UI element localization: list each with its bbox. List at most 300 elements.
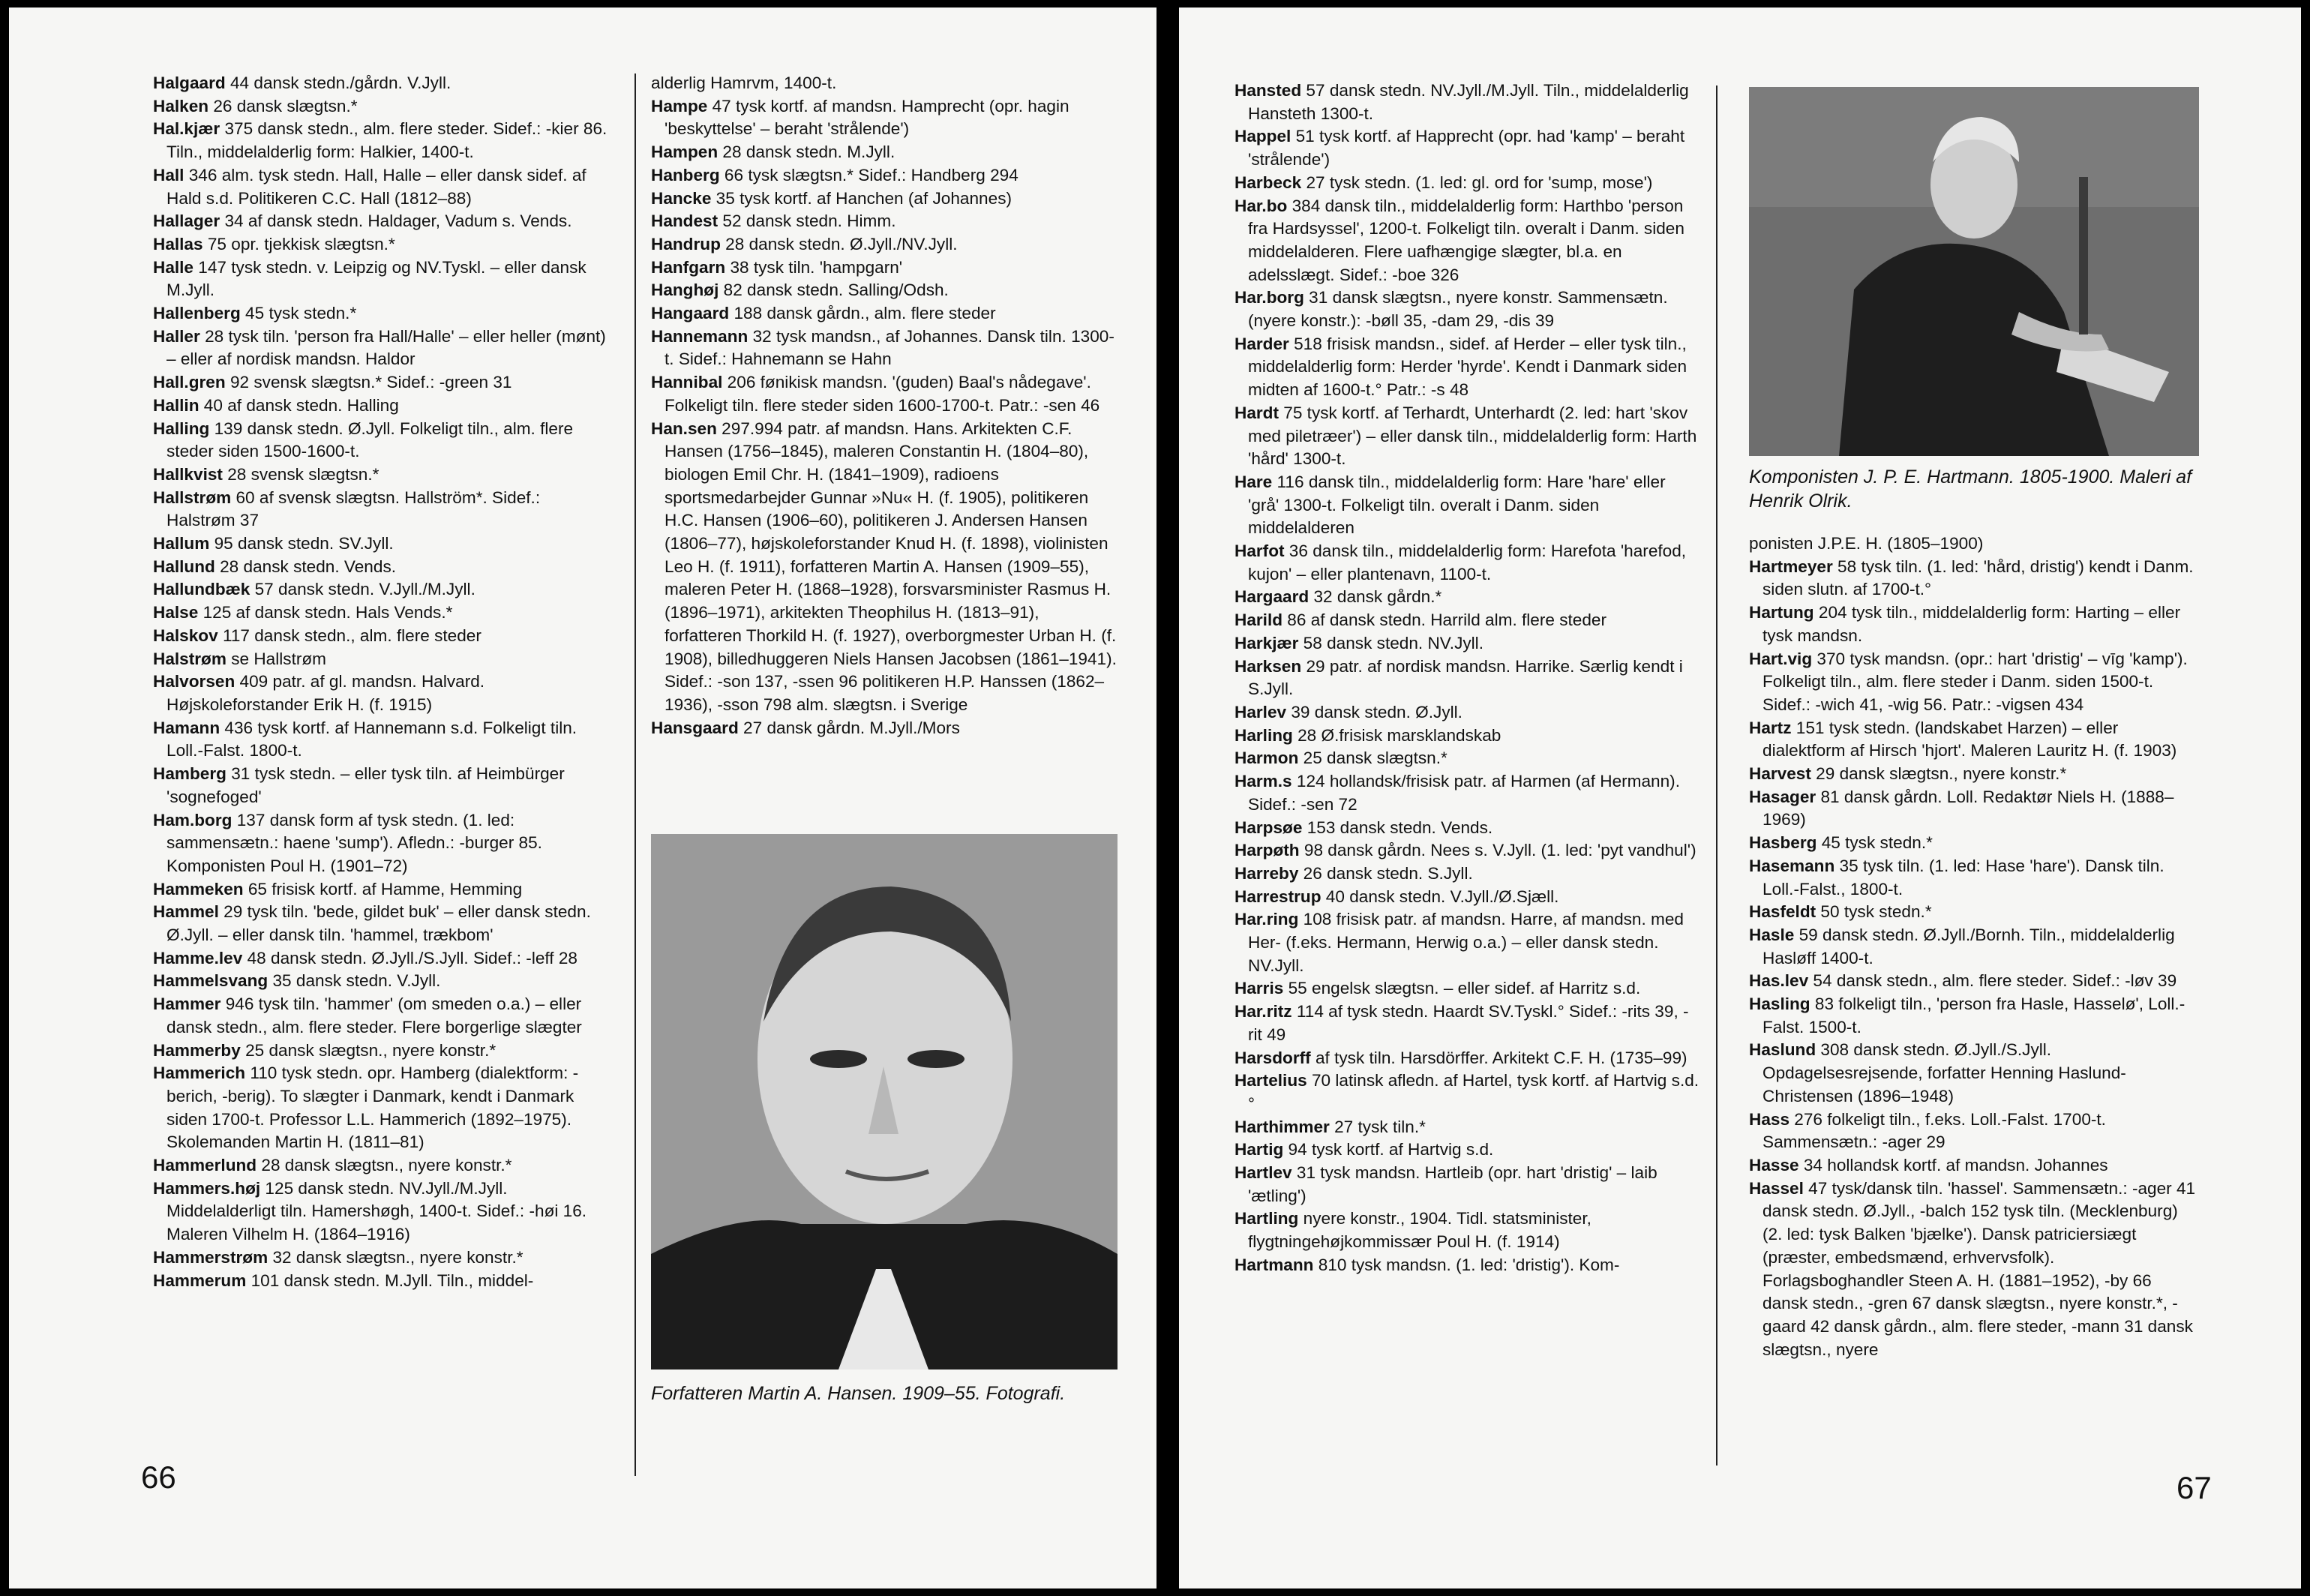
entry-text: 28 svensk slægtsn.*: [222, 464, 380, 484]
entry-headword: Hasfeldt: [1749, 902, 1816, 922]
entry-text: 60 af svensk slægtsn. Hallström*. Sidef.: Halstrøm 37: [166, 488, 541, 530]
entry-headword: Har.bo: [1234, 196, 1288, 215]
dictionary-entry: [1749, 602, 2199, 647]
dictionary-entry: [153, 625, 612, 648]
dictionary-entry: [153, 394, 612, 418]
entry-headword: Harling: [1234, 725, 1293, 745]
dictionary-entry: [1234, 125, 1701, 171]
entry-headword: Harpsøe: [1234, 818, 1303, 837]
dictionary-entry: [1234, 1208, 1701, 1253]
entry-text: 35 dansk stedn. V.Jyll.: [268, 971, 441, 991]
dictionary-entry: [1234, 1070, 1701, 1115]
right-page: [1179, 8, 2301, 1588]
dictionary-entry: [153, 878, 612, 902]
dictionary-entry: [651, 233, 1118, 256]
entry-text: 25 dansk slægtsn.*: [1298, 748, 1448, 768]
entry-text: 81 dansk gårdn. Loll. Redaktør Niels H. (1888–1969): [1762, 787, 2174, 830]
entry-headword: Has.lev: [1749, 971, 1809, 991]
entry-headword: Hansgaard: [651, 718, 739, 737]
left-column-2: [651, 72, 1118, 740]
entry-text: 40 af dansk stedn. Halling: [199, 395, 399, 415]
entry-text: 297.994 patr. af mandsn. Hans. Arkitekten C.F. Hansen (1756–1845), maleren Constantin H. (1804–80), biologen Emil Chr. H. (1841–1909), radioens sportsmedarbejder Gunnar »Nu« H. (f. 1905), politikeren H.C. Hansen (1906–60), politikeren J. Andersen Hansen (1806–77), højskoleforstander Knud H. (f. 1898), violinisten Leo H. (f. 1911), forfatteren Martin A. Hansen (1909–55), maleren Peter H. (1868–1928), forsvarsminister Rasmus H. (1896–1971), arkitekten Theophilus H. (1813–91), forfatteren Thorkild H. (f. 1927), overborgmester Urban H. (f. 1908), billedhuggeren Niels Hansen Jacobsen (1861–1941). Sidef.: -son 137, -ssen 96 politikeren H.P. Hanssen (1862–1936), -sson 798 alm. slægtsn. i Sverige: [664, 418, 1117, 714]
entry-headword: Hanfgarn: [651, 257, 726, 277]
entry-text: 28 Ø.frisisk marsklandskab: [1292, 725, 1502, 745]
dictionary-entry: [1749, 1154, 2199, 1178]
entry-text: 47 tysk/dansk tiln. 'hassel'. Sammensætn.: -ager 41 dansk stedn. Ø.Jyll., -balch 152 tysk tiln. (Mecklenburg) (2. led: tysk Balken 'bjælke'). Dansk patriciersiægt (præster, embedsmænd, erhvervsfolk). Forlagsboghandler Steen A. H. (1881–1952), -by 66 dansk stedn., -gren 67 dansk slægtsn., nyere konstr.*, -gaard 42 dansk gårdn., alm. flere steder, -mann 31 dansk slægtsn., nyere: [1762, 1178, 2196, 1359]
entry-text: 50 tysk stedn.*: [1816, 902, 1932, 922]
entry-headword: Hammerby: [153, 1040, 241, 1060]
entry-text: 75 opr. tjekkisk slægtsn.*: [202, 234, 395, 254]
portrait-painting: [1749, 87, 2199, 456]
dictionary-entry: [153, 1246, 612, 1270]
entry-headword: Harder: [1234, 334, 1289, 353]
entry-text: 124 hollandsk/frisisk patr. af Harmen (af Hermann). Sidef.: -sen 72: [1248, 772, 1680, 814]
dictionary-entry: [1234, 172, 1701, 195]
entry-headword: Hammerich: [153, 1064, 246, 1083]
dictionary-entry: [1749, 924, 2199, 970]
entry-headword: Hallas: [153, 234, 203, 254]
entry-text: 47 tysk kortf. af mandsn. Hamprecht (opr. hagin 'beskyttelse' – beraht 'strålende'): [664, 96, 1070, 139]
dictionary-entry: [651, 717, 1118, 740]
dictionary-entry: [1234, 586, 1701, 609]
right-column-2: [1749, 532, 2199, 1361]
entry-text: 346 alm. tysk stedn. Hall, Halle – eller dansk sidef. af Hald s.d. Politikeren C.C. Hall (1812–88): [166, 165, 586, 208]
entry-text: 204 tysk tiln., middelalderlig form: Harting – eller tysk mandsn.: [1762, 603, 2181, 645]
entry-text: 308 dansk stedn. Ø.Jyll./S.Jyll. Opdagelsesrejsende, forfatter Henning Haslund-Christensen (1896–1948): [1762, 1040, 2126, 1106]
entry-headword: Harksen: [1234, 656, 1302, 676]
entry-headword: Hannibal: [651, 373, 723, 392]
entry-headword: Hallund: [153, 556, 215, 576]
dictionary-entry: [1234, 333, 1701, 402]
entry-headword: Hallstrøm: [153, 488, 232, 507]
entry-text: 125 af dansk stedn. Hals Vends.*: [198, 603, 453, 622]
entry-headword: Hamberg: [153, 764, 226, 784]
entry-text: 45 tysk stedn.*: [240, 304, 357, 323]
dictionary-entry: [153, 670, 612, 716]
entry-text: 153 dansk stedn. Vends.: [1302, 818, 1493, 837]
entry-text: 44 dansk stedn./gårdn. V.Jyll.: [225, 74, 452, 92]
entry-text: 34 hollandsk kortf. af mandsn. Johannes: [1798, 1155, 2108, 1174]
entry-headword: Hare: [1234, 472, 1273, 491]
entry-text: 55 engelsk slægtsn. – eller sidef. af Harritz s.d.: [1283, 979, 1641, 998]
dictionary-entry: [1749, 763, 2199, 786]
dictionary-entry: [1749, 832, 2199, 855]
entry-text: 370 tysk mandsn. (opr.: hart 'dristig' – vīg 'kamp'). Folkeligt tiln., alm. flere steder i Danm. siden 1500-t. Sidef.: -wich 41, -wig 56. Patr.: -vigsen 434: [1762, 649, 2188, 714]
entry-text: 35 tysk tiln. (1. led: Hase 'hare'). Dansk tiln. Loll.-Falst., 1800-t.: [1762, 856, 2164, 898]
entry-text: 58 dansk stedn. NV.Jyll.: [1298, 633, 1484, 652]
dictionary-entry: [1234, 609, 1701, 632]
entry-text: 139 dansk stedn. Ø.Jyll. Folkeligt tiln., alm. flere steder siden 1500-1600-t.: [166, 418, 574, 461]
entry-text: 101 dansk stedn. M.Jyll. Tiln., middel-: [246, 1270, 534, 1290]
entry-text: 58 tysk tiln. (1. led: 'hård, dristig') kendt i Danm. siden slutn. af 1700-t.°: [1762, 556, 2194, 599]
entry-headword: Hartmeyer: [1749, 556, 1833, 576]
entry-text: 518 frisisk mandsn., sidef. af Herder – eller tysk tiln., middelalderlig form: Herder 'hyrde'. Kendt i Danmark siden midten af 1600-t.° Patr.: -s 48: [1248, 334, 1688, 400]
dictionary-entry: [1234, 886, 1701, 909]
dictionary-entry: [1234, 701, 1701, 724]
entry-text: 34 af dansk stedn. Haldager, Vadum s. Vends.: [220, 212, 572, 231]
dictionary-entry: [153, 418, 612, 464]
entry-text: 94 tysk kortf. af Hartvig s.d.: [1283, 1140, 1494, 1160]
entry-text: 810 tysk mandsn. (1. led: 'dristig'). Kom-: [1313, 1255, 1620, 1274]
entry-headword: Hangaard: [651, 304, 730, 323]
entry-text: 188 dansk gårdn., alm. flere steder: [729, 304, 996, 323]
dictionary-entry: [1749, 1108, 2199, 1154]
entry-headword: Handest: [651, 212, 718, 231]
entry-headword: Hartmann: [1234, 1255, 1314, 1274]
entry-text: 29 dansk slægtsn., nyere konstr.*: [1810, 764, 2067, 784]
entry-text: 409 patr. af gl. mandsn. Halvard. Højskoleforstander Erik H. (f. 1915): [166, 672, 485, 714]
dictionary-entry: [1234, 908, 1701, 977]
entry-text: 375 dansk stedn., alm. flere steder. Sidef.: -kier 86. Tiln., middelalderlig form: Halkier, 1400-t.: [166, 119, 608, 162]
entry-text: 66 tysk slægtsn.* Sidef.: Handberg 294: [719, 165, 1018, 184]
dictionary-entry: [1749, 1178, 2199, 1362]
entry-headword: Happel: [1234, 127, 1292, 146]
entry-headword: Harmon: [1234, 748, 1299, 768]
entry-headword: Halse: [153, 603, 199, 622]
entry-text: 48 dansk stedn. Ø.Jyll./S.Jyll. Sidef.: -leff 28: [242, 948, 578, 968]
dictionary-entry: [651, 302, 1118, 326]
entry-text: 32 tysk mandsn., af Johannes. Dansk tiln. 1300-t. Sidef.: Hahnemann se Hahn: [664, 326, 1114, 369]
entry-headword: Harsdorff: [1234, 1048, 1311, 1067]
entry-text: 98 dansk gårdn. Nees s. V.Jyll. (1. led: 'pyt vandhul'): [1299, 841, 1696, 860]
entry-headword: Harfot: [1234, 542, 1285, 561]
entry-text: 26 dansk stedn. S.Jyll.: [1298, 863, 1473, 883]
dictionary-entry: [1234, 1138, 1701, 1162]
entry-headword: Hammer: [153, 994, 221, 1014]
entry-headword: Har.ritz: [1234, 1002, 1292, 1022]
entry-text: 40 dansk stedn. V.Jyll./Ø.Sjæll.: [1321, 886, 1559, 906]
entry-headword: Hammeken: [153, 879, 244, 898]
entry-text: 70 latinsk afledn. af Hartel, tysk kortf. af Hartvig s.d.°: [1248, 1071, 1700, 1113]
dictionary-entry: [1749, 901, 2199, 924]
dictionary-entry: [153, 210, 612, 233]
entry-headword: Han.sen: [651, 418, 717, 438]
entry-headword: Hall.gren: [153, 373, 226, 392]
entry-text: 52 dansk stedn. Himm.: [718, 212, 896, 231]
entry-headword: Halle: [153, 257, 194, 277]
entry-headword: Harpøth: [1234, 841, 1300, 860]
entry-text: se Hallstrøm: [226, 649, 326, 668]
entry-text: alderlig Hamrvm, 1400-t.: [651, 74, 837, 92]
entry-text: 39 dansk stedn. Ø.Jyll.: [1286, 702, 1462, 722]
dictionary-entry: [1234, 1000, 1701, 1046]
entry-headword: Halgaard: [153, 74, 226, 92]
entry-text: 110 tysk stedn. opr. Hamberg (dialektform: -berich, -berig). To slægter i Danmark, kendt i Danmark siden 1700-t. Professor L.L. Hammerich (1892–1975). Skolemanden Martin H. (1811–81): [166, 1064, 579, 1152]
dictionary-entry: [1749, 855, 2199, 901]
entry-headword: Hartelius: [1234, 1071, 1307, 1090]
dictionary-entry: [1234, 402, 1701, 471]
entry-headword: Hallkvist: [153, 464, 223, 484]
entry-text: 26 dansk slægtsn.*: [208, 96, 358, 116]
author-photo: [651, 834, 1118, 1370]
dictionary-entry: [1234, 80, 1701, 125]
entry-headword: Hasling: [1749, 994, 1810, 1014]
entry-headword: Hasemann: [1749, 856, 1835, 875]
entry-headword: Hancke: [651, 188, 712, 208]
page-number: 67: [2176, 1470, 2212, 1505]
entry-text: 28 tysk tiln. 'person fra Hall/Halle' – eller heller (mønt) – eller af nordisk mandsn. Haldor: [166, 326, 606, 369]
entry-headword: Hallum: [153, 534, 210, 554]
dictionary-entry: [153, 1178, 612, 1246]
dictionary-entry: [1749, 970, 2199, 993]
dictionary-entry: [651, 210, 1118, 233]
entry-text: 92 svensk slægtsn.* Sidef.: -green 31: [225, 373, 512, 392]
entry-headword: Halling: [153, 418, 210, 438]
entry-text: 54 dansk stedn., alm. flere steder. Sidef.: -løv 39: [1808, 971, 2177, 991]
dictionary-entry: [1234, 747, 1701, 770]
entry-headword: Har.ring: [1234, 910, 1299, 929]
entry-headword: Haller: [153, 326, 200, 346]
entry-text: 125 dansk stedn. NV.Jyll./M.Jyll. Middelalderligt tiln. Hamershøgh, 1400-t. Sidef.: -høi 16. Maleren Vilhelm H. (1864–1916): [166, 1178, 587, 1244]
dictionary-entry: [1234, 724, 1701, 748]
dictionary-entry: [651, 371, 1118, 417]
entry-headword: Hasle: [1749, 925, 1795, 944]
dictionary-entry: [153, 993, 612, 1039]
entry-headword: Harrestrup: [1234, 886, 1322, 906]
left-column-1: [153, 72, 612, 1292]
dictionary-entry: [651, 164, 1118, 188]
entry-headword: Hasager: [1749, 787, 1816, 806]
dictionary-entry: [153, 233, 612, 256]
entry-text: 276 folkeligt tiln., f.eks. Loll.-Falst. 1700-t. Sammensætn.: -ager 29: [1762, 1109, 2106, 1152]
page-number: 66: [141, 1460, 176, 1495]
dictionary-entry: [153, 532, 612, 556]
entry-text: 28 dansk stedn. Ø.Jyll./NV.Jyll.: [720, 234, 958, 254]
dictionary-entry: [153, 118, 612, 164]
entry-text: 27 tysk stedn. (1. led: gl. ord for 'sump, mose'): [1301, 172, 1653, 192]
dictionary-entry: [1234, 817, 1701, 840]
entry-text: 27 tysk tiln.*: [1329, 1117, 1426, 1136]
entry-headword: Hampen: [651, 142, 718, 162]
entry-headword: Hart.vig: [1749, 649, 1813, 668]
column-divider: [1716, 86, 1718, 1466]
entry-headword: Hanghøj: [651, 280, 719, 300]
entry-headword: Haslund: [1749, 1040, 1816, 1060]
entry-headword: Hammerlund: [153, 1156, 257, 1175]
dictionary-entry: [153, 464, 612, 487]
entry-headword: Hannemann: [651, 326, 748, 346]
entry-text: 108 frisisk patr. af mandsn. Harre, af mandsn. med Her- (f.eks. Hermann, Herwig o.a.) – eller dansk stedn. NV.Jyll.: [1248, 910, 1684, 975]
portrait-caption: Komponisten J. P. E. Hartmann. 1805-1900. Maleri af Henrik Olrik.: [1749, 466, 2192, 512]
entry-headword: Hallundbæk: [153, 580, 250, 599]
entry-headword: Har.borg: [1234, 288, 1304, 308]
entry-text: 206 fønikisk mandsn. '(guden) Baal's nådegave'. Folkeligt tiln. flere steder siden 1600-1700-t. Patr.: -sen 46: [664, 373, 1100, 415]
photo-caption: Forfatteren Martin A. Hansen. 1909–55. Fotografi.: [651, 1383, 1066, 1404]
entry-text: 57 dansk stedn. V.Jyll./M.Jyll.: [250, 580, 476, 599]
entry-text: 32 dansk slægtsn., nyere konstr.*: [268, 1247, 524, 1267]
dictionary-entry: [1234, 195, 1701, 287]
dictionary-entry: [1234, 1162, 1701, 1208]
dictionary-entry: [651, 188, 1118, 211]
dictionary-entry: [153, 602, 612, 625]
entry-text: 31 tysk mandsn. Hartleib (opr. hart 'dristig' – laib 'ætling'): [1248, 1163, 1658, 1205]
dictionary-entry: [1234, 1047, 1701, 1070]
entry-text: 59 dansk stedn. Ø.Jyll./Bornh. Tiln., middelalderlig Hasløff 1400-t.: [1762, 925, 2175, 968]
entry-text: 82 dansk stedn. Salling/Odsh.: [718, 280, 949, 300]
entry-headword: Hall: [153, 165, 184, 184]
dictionary-entry: [153, 648, 612, 671]
dictionary-entry: [153, 717, 612, 763]
entry-headword: Halstrøm: [153, 649, 226, 668]
entry-text: 28 dansk slægtsn., nyere konstr.*: [256, 1156, 512, 1175]
dictionary-entry: [1234, 471, 1701, 540]
dictionary-entry: [153, 1040, 612, 1063]
entry-headword: Hallager: [153, 212, 220, 231]
dictionary-entry: [153, 947, 612, 970]
dictionary-entry: [153, 164, 612, 210]
dictionary-entry: [651, 418, 1118, 717]
entry-headword: Hartung: [1749, 603, 1814, 622]
dictionary-entry: [153, 556, 612, 579]
entry-headword: Hal.kjær: [153, 119, 220, 139]
dictionary-entry: [153, 901, 612, 946]
dictionary-entry: [1234, 632, 1701, 656]
entry-text: 116 dansk tiln., middelalderlig form: Hare 'hare' eller 'grå' 1300-t. Folkeligt tiln. overalt i Danm. siden middelalderen: [1248, 472, 1666, 538]
dictionary-entry: [153, 1062, 612, 1154]
dictionary-entry: [1234, 862, 1701, 886]
entry-text: 86 af dansk stedn. Harrild alm. flere steder: [1282, 610, 1607, 630]
entry-text: af tysk tiln. Harsdörffer. Arkitekt C.F. H. (1735–99): [1310, 1048, 1688, 1067]
entry-headword: Harbeck: [1234, 172, 1302, 192]
entry-text: 29 tysk tiln. 'bede, gildet buk' – eller dansk stedn. Ø.Jyll. – eller dansk tiln. 'hammel, trækbom': [166, 902, 591, 945]
entry-text: 151 tysk stedn. (landskabet Harzen) – eller dialektform af Hirsch 'hjort'. Maleren Lauritz H. (f. 1903): [1762, 718, 2177, 760]
entry-headword: Hargaard: [1234, 587, 1310, 607]
entry-text: 29 patr. af nordisk mandsn. Harrike. Særlig kendt i S.Jyll.: [1248, 656, 1683, 699]
entry-headword: Hass: [1749, 1109, 1790, 1129]
entry-headword: Hampe: [651, 96, 708, 116]
entry-headword: Hardt: [1234, 403, 1279, 422]
entry-headword: Harm.s: [1234, 772, 1292, 791]
entry-headword: Ham.borg: [153, 810, 232, 830]
entry-text: 51 tysk kortf. af Happrecht (opr. had 'kamp' – beraht 'strålende'): [1248, 127, 1685, 170]
entry-headword: Hamann: [153, 718, 220, 737]
dictionary-entry: [153, 95, 612, 118]
dictionary-entry: [153, 256, 612, 302]
dictionary-entry: [153, 302, 612, 326]
dictionary-entry: [153, 1154, 612, 1178]
entry-text: 946 tysk tiln. 'hammer' (om smeden o.a.) – eller dansk stedn., alm. flere steder. Flere borgerlige slægter: [166, 994, 582, 1036]
entry-headword: Halvorsen: [153, 672, 236, 692]
dictionary-entry: [1234, 286, 1701, 332]
entry-headword: Halskov: [153, 626, 218, 645]
entry-headword: Hammerstrøm: [153, 1247, 268, 1267]
entry-text: 65 frisisk kortf. af Hamme, Hemming: [243, 879, 523, 898]
dictionary-entry: [1749, 786, 2199, 832]
entry-headword: Harris: [1234, 979, 1284, 998]
entry-text: 28 dansk stedn. Vends.: [214, 556, 397, 576]
entry-headword: Harlev: [1234, 702, 1287, 722]
entry-headword: Hartig: [1234, 1140, 1284, 1160]
column-divider: [634, 74, 636, 1476]
entry-text: 31 dansk slægtsn., nyere konstr. Sammensætn. (nyere konstr.): -bøll 35, -dam 29, -dis 39: [1248, 288, 1668, 331]
entry-headword: Halken: [153, 96, 209, 116]
dictionary-entry: [153, 763, 612, 808]
dictionary-entry: [153, 970, 612, 993]
entry-text: ponisten J.P.E. H. (1805–1900): [1749, 534, 1984, 553]
entry-text: 114 af tysk stedn. Haardt SV.Tyskl.° Sidef.: -rits 39, -rit 49: [1248, 1002, 1689, 1044]
entry-text: 75 tysk kortf. af Terhardt, Unterhardt (2. led: hart 'skov med piletræer') – eller dansk tiln., middelalderlig form: Harth 'hård' 1300-t.: [1248, 403, 1697, 469]
dictionary-entry: [1234, 839, 1701, 862]
entry-text: 95 dansk stedn. SV.Jyll.: [209, 534, 394, 554]
dictionary-entry: [153, 809, 612, 878]
dictionary-entry: [651, 95, 1118, 141]
entry-text: nyere konstr., 1904. Tidl. statsminister, flygtningehøjkommissær Poul H. (f. 1914): [1248, 1209, 1592, 1252]
dictionary-entry: [153, 371, 612, 394]
entry-headword: Hartz: [1749, 718, 1792, 737]
entry-text: 147 tysk stedn. v. Leipzig og NV.Tyskl. – eller dansk M.Jyll.: [166, 257, 586, 300]
entry-text: 28 dansk stedn. M.Jyll.: [718, 142, 896, 162]
dictionary-entry: [1234, 1254, 1701, 1277]
entry-headword: Hartlev: [1234, 1163, 1292, 1183]
entry-text: 38 tysk tiln. 'hampgarn': [725, 257, 903, 277]
entry-headword: Hallenberg: [153, 304, 241, 323]
dictionary-entry: [153, 487, 612, 532]
entry-text: 45 tysk stedn.*: [1816, 833, 1933, 853]
dictionary-entry: [651, 141, 1118, 164]
entry-headword: Hammel: [153, 902, 219, 922]
dictionary-entry: [1749, 648, 2199, 717]
entry-headword: Hasse: [1749, 1155, 1799, 1174]
entry-headword: Harkjær: [1234, 633, 1299, 652]
entry-headword: Handrup: [651, 234, 721, 254]
dictionary-entry: [153, 1270, 612, 1293]
entry-text: 32 dansk gårdn.*: [1309, 587, 1442, 607]
entry-text: 436 tysk kortf. af Hannemann s.d. Folkeligt tiln. Loll.-Falst. 1800-t.: [166, 718, 578, 760]
entry-text: 25 dansk slægtsn., nyere konstr.*: [240, 1040, 496, 1060]
entry-text: 31 tysk stedn. – eller tysk tiln. af Heimbürger 'sognefoged': [166, 764, 565, 806]
entry-text: 83 folkeligt tiln., 'person fra Hasle, Hasselø', Loll.-Falst. 1500-t.: [1762, 994, 2186, 1036]
dictionary-entry: [1749, 532, 2199, 556]
entry-headword: Hartling: [1234, 1209, 1299, 1228]
entry-headword: Hammers.høj: [153, 1178, 261, 1198]
dictionary-entry: [1234, 1116, 1701, 1139]
dictionary-entry: [153, 72, 612, 95]
dictionary-entry: [651, 72, 1118, 95]
entry-headword: Hassel: [1749, 1178, 1804, 1198]
entry-headword: Harreby: [1234, 863, 1299, 883]
right-column-1: [1234, 80, 1701, 1277]
entry-headword: Hasberg: [1749, 833, 1817, 853]
dictionary-entry: [1749, 717, 2199, 763]
dictionary-entry: [1749, 993, 2199, 1039]
entry-text: 117 dansk stedn., alm. flere steder: [218, 626, 482, 645]
left-page: [9, 8, 1156, 1588]
entry-headword: Hamme.lev: [153, 948, 243, 968]
entry-headword: Hallin: [153, 395, 200, 415]
entry-headword: Harvest: [1749, 764, 1811, 784]
entry-headword: Hanberg: [651, 165, 720, 184]
dictionary-entry: [651, 326, 1118, 371]
entry-headword: Hansted: [1234, 81, 1302, 100]
dictionary-entry: [651, 256, 1118, 280]
entry-text: 137 dansk form af tysk stedn. (1. led: sammensætn.: haene 'sump'). Afledn.: -burger 85. Komponisten Poul H. (1901–72): [166, 810, 542, 875]
dictionary-entry: [1234, 770, 1701, 816]
entry-headword: Harild: [1234, 610, 1283, 630]
dictionary-entry: [1234, 540, 1701, 586]
entry-text: 384 dansk tiln., middelalderlig form: Harthbo 'person fra Hardsyssel', 1200-t. Folkeligt tiln. overalt i Danm. siden middelalderen. Flere uafhængige slægter, bl.a. en adelsslægt. Sidef.: -boe 326: [1248, 196, 1684, 284]
dictionary-entry: [1749, 556, 2199, 602]
dictionary-entry: [1234, 977, 1701, 1000]
entry-text: 27 dansk gårdn. M.Jyll./Mors: [738, 718, 960, 737]
entry-text: 57 dansk stedn. NV.Jyll./M.Jyll. Tiln., middelalderlig Hansteth 1300-t.: [1248, 81, 1689, 123]
dictionary-entry: [1749, 1039, 2199, 1108]
entry-headword: Harthimmer: [1234, 1117, 1330, 1136]
dictionary-entry: [1234, 656, 1701, 701]
entry-headword: Hammelsvang: [153, 971, 268, 991]
dictionary-entry: [153, 326, 612, 371]
entry-headword: Hammerum: [153, 1270, 247, 1290]
dictionary-entry: [153, 578, 612, 602]
